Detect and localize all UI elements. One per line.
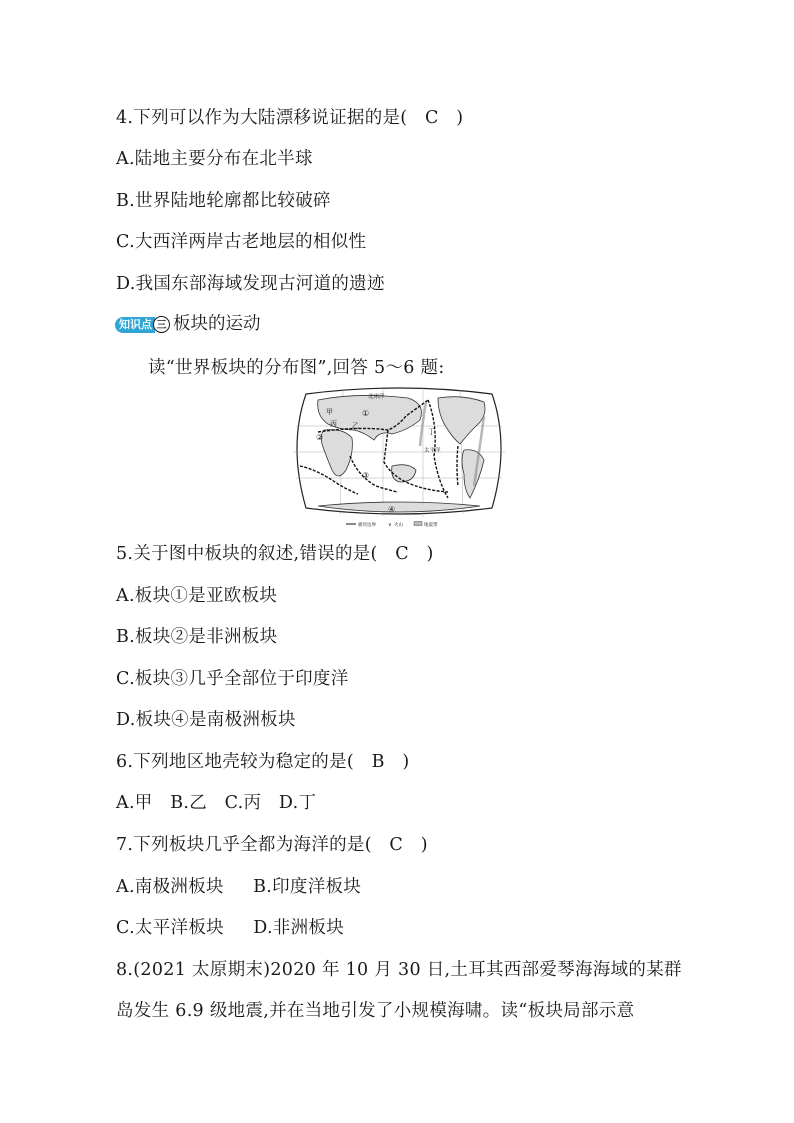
map-label-arctic: 北冰洋 bbox=[368, 394, 385, 400]
map-label-pacific: 太平洋 bbox=[424, 448, 441, 454]
knowledge-point-label: 知识点 bbox=[115, 317, 155, 333]
plate-4-label: ④ bbox=[388, 505, 396, 514]
section-title: 板块的运动 bbox=[173, 314, 261, 334]
q7-options-ab: A.南极洲板块 B.印度洋板块 bbox=[116, 877, 362, 897]
map-intro: 读“世界板块的分布图”,回答 5～6 题: bbox=[148, 358, 445, 378]
plate-3-label: ③ bbox=[362, 471, 370, 480]
map-label-jia: 甲 bbox=[326, 408, 333, 416]
world-plate-map bbox=[288, 386, 510, 528]
map-label-bing: 丙 bbox=[330, 420, 337, 428]
q7-options-cd: C.太平洋板块 D.非洲板块 bbox=[116, 918, 345, 938]
q4-option-d: D.我国东部海域发现古河道的遗迹 bbox=[116, 274, 385, 294]
q5-option-d: D.板块④是南极洲板块 bbox=[116, 710, 296, 730]
q7-stem: 7.下列板块几乎全都为海洋的是( C ) bbox=[116, 835, 428, 855]
q5-option-b: B.板块②是非洲板块 bbox=[116, 627, 278, 647]
legend-volcano: 火山 bbox=[394, 523, 403, 528]
plate-2-label: ② bbox=[316, 433, 324, 442]
q4-stem: 4.下列可以作为大陆漂移说证据的是( C ) bbox=[116, 108, 464, 128]
q5-option-a: A.板块①是亚欧板块 bbox=[116, 586, 278, 606]
q4-option-a: A.陆地主要分布在北半球 bbox=[116, 149, 313, 169]
q8-line-2: 岛发生 6.9 级地震,并在当地引发了小规模海啸。读“板块局部示意 bbox=[116, 1001, 635, 1021]
map-label-ding: 丁 bbox=[428, 428, 435, 436]
knowledge-point-badge bbox=[115, 316, 170, 333]
knowledge-point-number: 三 bbox=[153, 316, 170, 333]
legend-boundary: 板块边界 bbox=[358, 523, 376, 528]
q4-option-c: C.大西洋两岸古老地层的相似性 bbox=[116, 232, 367, 252]
q5-stem: 5.关于图中板块的叙述,错误的是( C ) bbox=[116, 544, 434, 564]
q4-option-b: B.世界陆地轮廓都比较破碎 bbox=[116, 191, 331, 211]
legend-quake: 地震带 bbox=[424, 523, 438, 528]
svg-text:∨: ∨ bbox=[388, 522, 392, 528]
q5-option-c: C.板块③几乎全部位于印度洋 bbox=[116, 669, 349, 689]
q6-stem: 6.下列地区地壳较为稳定的是( B ) bbox=[116, 752, 410, 772]
map-label-yi: 乙 bbox=[352, 422, 359, 430]
q6-options: A.甲 B.乙 C.丙 D.丁 bbox=[116, 793, 317, 813]
plate-1-label: ① bbox=[362, 409, 370, 418]
q8-line-1: 8.(2021 太原期末)2020 年 10 月 30 日,土耳其西部爱琴海海域的某群 bbox=[116, 960, 682, 980]
